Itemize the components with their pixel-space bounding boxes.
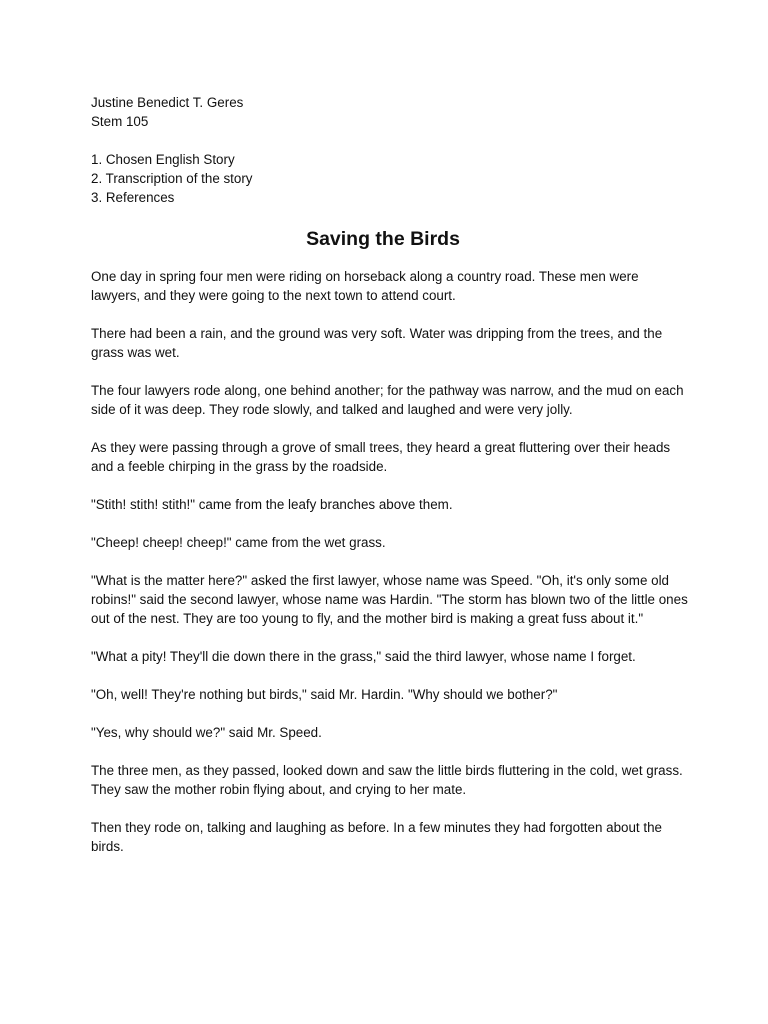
story-paragraph: "Oh, well! They're nothing but birds," said Mr. Hardin. "Why should we bother?" <box>91 687 558 702</box>
contents-item: 2. Transcription of the story <box>91 171 253 186</box>
story-paragraph: "What a pity! They'll die down there in the grass," said the third lawyer, whose name I forget. <box>91 649 636 664</box>
story-paragraph: "Stith! stith! stith!" came from the leafy branches above them. <box>91 497 453 512</box>
story-paragraph: "Cheep! cheep! cheep!" came from the wet grass. <box>91 535 386 550</box>
contents-item: 3. References <box>91 190 175 205</box>
story-paragraph: One day in spring four men were riding on horseback along a country road. These men were lawyers, and they were going to the next town to attend court. <box>91 269 639 303</box>
contents-item: 1. Chosen English Story <box>91 152 235 167</box>
section-label: Stem 105 <box>91 114 149 129</box>
document-page <box>91 93 691 875</box>
story-paragraph: "What is the matter here?" asked the first lawyer, whose name was Speed. "Oh, it's only some old robins!" said the second lawyer, whose name was Hardin. "The storm has blown two of the little ones out of the nest. They are too young to fly, and the mother bird is making a great fuss about it." <box>91 573 688 626</box>
author-name: Justine Benedict T. Geres <box>91 95 244 110</box>
story-paragraph: As they were passing through a grove of small trees, they heard a great fluttering over their heads and a feeble chirping in the grass by the roadside. <box>91 440 671 474</box>
spacer <box>91 131 691 150</box>
story-paragraph: Then they rode on, talking and laughing as before. In a few minutes they had forgotten about the birds. <box>91 820 662 854</box>
story-paragraph: "Yes, why should we?" said Mr. Speed. <box>91 725 322 740</box>
story-paragraph: There had been a rain, and the ground was very soft. Water was dripping from the trees, and the grass was wet. <box>91 326 663 360</box>
story-paragraph: The three men, as they passed, looked down and saw the little birds fluttering in the cold, wet grass. They saw the mother robin flying about, and crying to her mate. <box>91 763 683 797</box>
story-title: Saving the Birds <box>306 228 460 250</box>
story-paragraph: The four lawyers rode along, one behind another; for the pathway was narrow, and the mud on each side of it was deep. They rode slowly, and talked and laughed and were very jolly. <box>91 383 684 417</box>
